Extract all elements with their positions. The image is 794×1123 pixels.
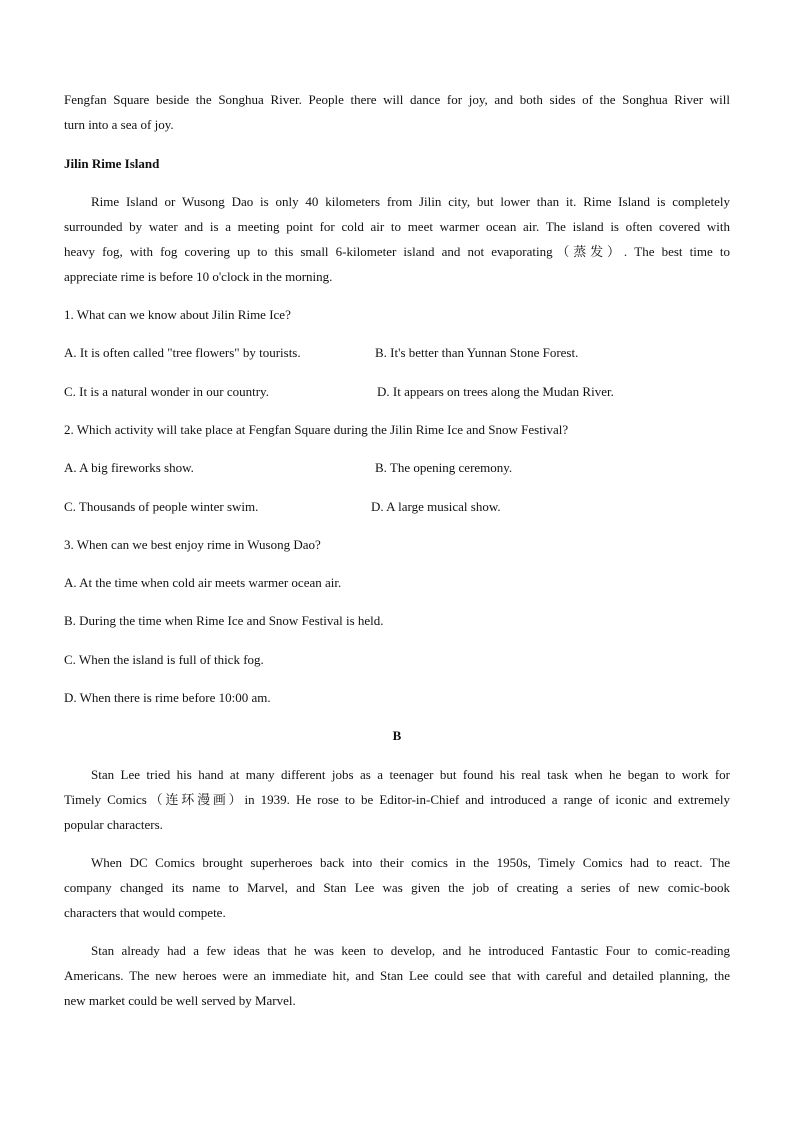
question-3-option-b: B. During the time when Rime Ice and Snow Festival is held.: [64, 613, 384, 628]
question-3-option-d: D. When there is rime before 10:00 am.: [64, 690, 271, 705]
section-b-p2-line-3: characters that would compete.: [64, 905, 226, 920]
intro-line-2: turn into a sea of joy.: [64, 117, 174, 132]
question-2-option-d: D. A large musical show.: [371, 499, 501, 514]
rime-island-line-1: Rime Island or Wusong Dao is only 40 kilometers from Jilin city, but lower than it. Rime Island is completely: [91, 194, 730, 209]
rime-island-heading: Jilin Rime Island: [64, 156, 160, 171]
question-1-stem: 1. What can we know about Jilin Rime Ice?: [64, 307, 291, 322]
document-page: [64, 0, 730, 1123]
question-2-option-b: B. The opening ceremony.: [375, 460, 513, 475]
section-b-p3-line-2: Americans. The new heroes were an immediate hit, and Stan Lee could see that with careful and detailed planning, the: [64, 968, 730, 983]
section-b-p1-line-1: Stan Lee tried his hand at many different jobs as a teenager but found his real task when he began to work for: [91, 767, 730, 782]
rime-island-line-3: heavy fog, with fog covering up to this small 6-kilometer island and not evaporating（蒸发）. The best time to: [64, 244, 730, 259]
section-b-p3-line-3: new market could be well served by Marvel.: [64, 993, 296, 1008]
section-b-p1-line-2: Timely Comics（连环漫画）in 1939. He rose to be Editor-in-Chief and introduced a range of iconic and extremely: [64, 792, 730, 807]
question-1-option-d: D. It appears on trees along the Mudan River.: [377, 384, 614, 399]
question-2-stem: 2. Which activity will take place at Fengfan Square during the Jilin Rime Ice and Snow Festival?: [64, 422, 569, 437]
section-b-p1-line-3: popular characters.: [64, 817, 163, 832]
question-3-option-a: A. At the time when cold air meets warmer ocean air.: [64, 575, 342, 590]
section-b-heading: B: [392, 728, 402, 743]
question-2-option-c: C. Thousands of people winter swim.: [64, 499, 259, 514]
section-b-p2-line-2: company changed its name to Marvel, and Stan Lee was given the job of creating a series of new comic-book: [64, 880, 730, 895]
rime-island-line-4: appreciate rime is before 10 o'clock in the morning.: [64, 269, 333, 284]
section-b-p3-line-1: Stan already had a few ideas that he was keen to develop, and he introduced Fantastic Four to comic-reading: [91, 943, 730, 958]
intro-line-1: Fengfan Square beside the Songhua River. People there will dance for joy, and both sides of the Songhua River will: [64, 92, 730, 107]
section-b-p2-line-1: When DC Comics brought superheroes back into their comics in the 1950s, Timely Comics had to react. The: [91, 855, 730, 870]
question-1-option-c: C. It is a natural wonder in our country.: [64, 384, 269, 399]
question-2-option-a: A. A big fireworks show.: [64, 460, 194, 475]
question-3-stem: 3. When can we best enjoy rime in Wusong Dao?: [64, 537, 321, 552]
rime-island-line-2: surrounded by water and is a meeting point for cold air to meet warmer ocean air. The island is often covered with: [64, 219, 730, 234]
question-1-option-b: B. It's better than Yunnan Stone Forest.: [375, 345, 579, 360]
question-1-option-a: A. It is often called "tree flowers" by tourists.: [64, 345, 301, 360]
question-3-option-c: C. When the island is full of thick fog.: [64, 652, 264, 667]
